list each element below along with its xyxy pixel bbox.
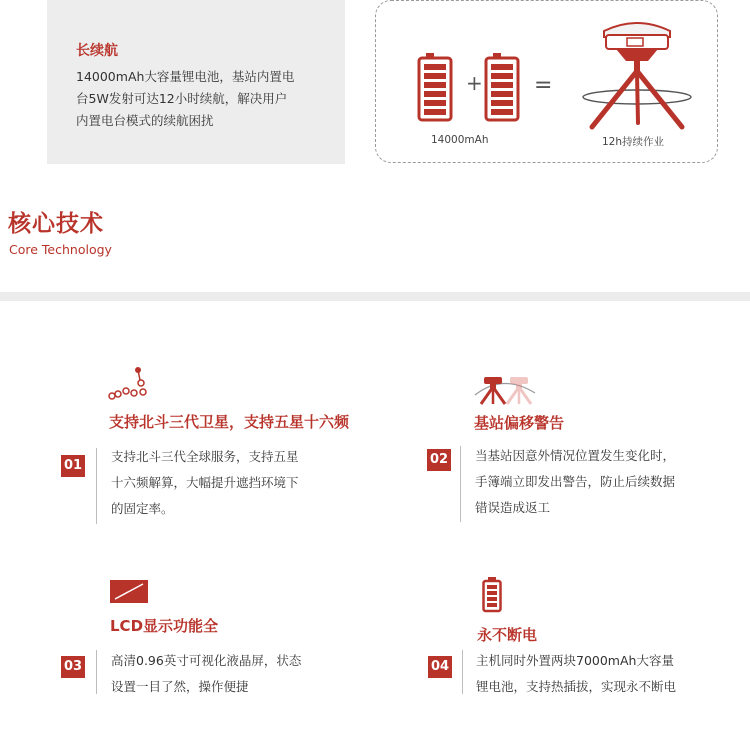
- feature-separator-line: [96, 448, 97, 524]
- continuous-work-caption: 12h持续作业: [602, 136, 665, 148]
- feature-separator-line: [462, 650, 463, 694]
- satellite-path-icon: [108, 366, 152, 400]
- equals-sign: =: [534, 73, 553, 98]
- battery-diagram: [375, 0, 718, 163]
- gnss-receiver-tripod-icon: [583, 23, 691, 127]
- section-subtitle: Core Technology: [9, 242, 112, 257]
- feature-description: [475, 443, 675, 521]
- feature-description-line: 主机同时外置两块7000mAh大容量: [476, 653, 674, 668]
- battery-life-card: [47, 0, 345, 164]
- battery-icon-left: [419, 53, 451, 120]
- feature-description-line: 错误造成返工: [475, 500, 551, 515]
- feature-description-line: 手簿端立即发出警告，防止后续数据: [475, 474, 676, 489]
- feature-description-line: 的固定率。: [111, 501, 174, 516]
- section-title: 核心技术: [8, 211, 104, 237]
- battery-life-title: 长续航: [76, 43, 118, 59]
- battery-life-description: [76, 66, 334, 132]
- plus-sign: +: [466, 71, 483, 95]
- base-station-icon: [473, 371, 539, 405]
- section-divider: [0, 292, 750, 301]
- battery-capacity-caption: 14000mAh: [431, 134, 489, 146]
- feature-number-badge: 03: [61, 656, 85, 678]
- feature-description-line: 当基站因意外情况位置发生变化时，: [475, 448, 676, 463]
- feature-number-badge: 04: [428, 656, 452, 678]
- feature-title: 基站偏移警告: [474, 414, 565, 432]
- feature-separator-line: [96, 650, 97, 694]
- battery-life-line: 内置电台模式的续航困扰: [76, 113, 214, 128]
- battery-life-line: 台5W发射可达12小时续航，解决用户: [76, 91, 288, 106]
- feature-description-line: 支持北斗三代全球服务，支持五星: [111, 449, 299, 464]
- feature-number-badge: 02: [427, 449, 451, 471]
- feature-description: [111, 444, 299, 522]
- feature-description-line: 锂电池，支持热插拔，实现永不断电: [476, 679, 677, 694]
- feature-title: LCD显示功能全: [110, 617, 219, 635]
- battery-life-line: 14000mAh大容量锂电池，基站内置电: [76, 69, 295, 84]
- feature-description-line: 设置一目了然，操作便捷: [111, 679, 249, 694]
- feature-title: 永不断电: [477, 626, 538, 644]
- feature-description-line: 高清0.96英寸可视化液晶屏，状态: [111, 653, 302, 668]
- feature-separator-line: [460, 446, 461, 522]
- feature-description: [111, 648, 301, 700]
- battery-icon-right: [486, 53, 518, 120]
- battery-icon: [482, 577, 502, 613]
- feature-description-line: 十六频解算，大幅提升遮挡环境下: [111, 475, 299, 490]
- feature-description: [476, 648, 676, 700]
- feature-title: 支持北斗三代卫星，支持五星十六频: [109, 413, 350, 431]
- feature-number-badge: 01: [61, 455, 85, 477]
- lcd-screen-icon: [110, 580, 148, 603]
